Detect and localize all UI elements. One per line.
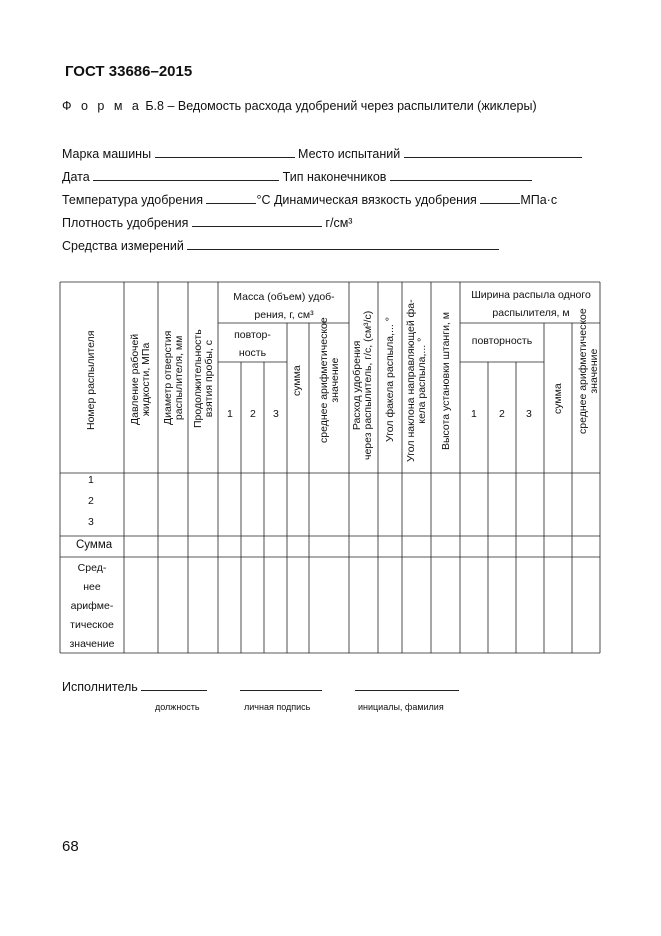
header-pressure-l2: жидкости, МПа [140, 342, 152, 417]
position-blank[interactable] [141, 680, 207, 691]
signature-blank[interactable] [240, 680, 322, 691]
brand-label: Марка машины [62, 147, 152, 161]
header-diameter-l1: Диаметр отверстия [162, 330, 174, 425]
header-mean-l1: среднее арифметическое [318, 317, 330, 443]
header-repeat [218, 326, 287, 362]
header-flow-l1: Расход удобрения [351, 340, 363, 431]
signature-caption: личная подпись [244, 702, 311, 712]
mean-row-l3: арифме- [70, 600, 114, 612]
header-sum: сумма [291, 365, 303, 396]
density-unit: г/см³ [325, 216, 353, 230]
header-height: Высота установки штанги, м [440, 312, 452, 450]
position-caption: должность [155, 702, 200, 712]
standard-code: ГОСТ 33686–2015 [65, 63, 193, 80]
mass-rep-1: 1 [227, 408, 233, 420]
mean-row-l2: нее [83, 581, 101, 593]
density-label: Плотность удобрения [62, 216, 189, 230]
header-flow-l2: через распылитель, г/с, (см³/с) [362, 310, 374, 460]
mean-row-l5: значение [69, 638, 115, 650]
name-caption: инициалы, фамилия [358, 702, 444, 712]
header-duration-l2: взятия пробы, с [203, 340, 215, 418]
row-number-2: 2 [88, 495, 94, 507]
header-width-l1: Ширина распыла одного [471, 289, 591, 301]
header-repeat-l2: ность [238, 347, 267, 359]
executor-label: Исполнитель [62, 680, 138, 694]
temp-unit: °С Динамическая вязкость удобрения [256, 193, 477, 207]
header-angle-tilt-l2: кела распыла,... ° [416, 337, 428, 424]
header-mass-l1: Масса (объем) удоб- [233, 291, 335, 303]
name-blank[interactable] [355, 680, 459, 691]
page-number: 68 [62, 838, 79, 855]
header-duration [193, 329, 215, 428]
mass-rep-2: 2 [250, 408, 256, 420]
row-number-3: 3 [88, 516, 94, 528]
header-mean2-l1: среднее арифметическое [577, 308, 589, 434]
header-mean-l2: значение [329, 357, 341, 403]
header-diameter-l2: распылителя, мм [173, 335, 185, 421]
header-mass-l2: рения, г, см³ [254, 309, 314, 321]
header-pressure [130, 334, 152, 425]
visc-unit: МПа·с [520, 193, 558, 207]
mean-row-label [62, 559, 122, 654]
header-repeat-l1: повтор- [234, 329, 271, 341]
instruments-label: Средства измерений [62, 239, 184, 253]
mass-rep-3: 3 [273, 408, 279, 420]
place-label: Место испытаний [298, 147, 401, 161]
header-angle-tilt [406, 299, 428, 462]
header-mean2 [578, 308, 600, 434]
header-diameter [163, 331, 185, 425]
row-number-1: 1 [88, 474, 94, 486]
width-rep-1: 1 [471, 408, 477, 420]
header-repeat-full: повторность [471, 335, 533, 347]
sum-row-label: Сумма [76, 539, 113, 551]
header-sum2: сумма [552, 383, 564, 414]
temp-label: Температура удобрения [62, 193, 203, 207]
executor-line [62, 680, 459, 694]
form-prefix: Ф о р м а [62, 99, 142, 113]
mean-row-l1: Сред- [77, 562, 107, 574]
form-title-text: – Ведомость расхода удобрений через распылители (жиклеры) [167, 99, 537, 113]
header-flow [352, 311, 374, 460]
header-pressure-l1: Давление рабочей [129, 333, 141, 425]
date-label: Дата [62, 170, 90, 184]
header-nozzle-number: Номер распылителя [85, 330, 97, 430]
width-rep-2: 2 [499, 408, 505, 420]
tip-label: Тип наконечников [282, 170, 387, 184]
width-rep-3: 3 [526, 408, 532, 420]
header-duration-l1: Продолжительность [192, 329, 204, 428]
header-width-l2: распылителя, м [492, 307, 570, 319]
form-code: Б.8 [145, 99, 164, 113]
header-mean2-l2: значение [588, 348, 600, 394]
header-angle-tilt-l1: Угол наклона направляющей фа- [405, 299, 417, 462]
header-angle-torch: Угол факела распыла,... ° [384, 317, 396, 442]
header-mean [319, 317, 341, 443]
mean-row-l4: тическое [70, 619, 114, 631]
